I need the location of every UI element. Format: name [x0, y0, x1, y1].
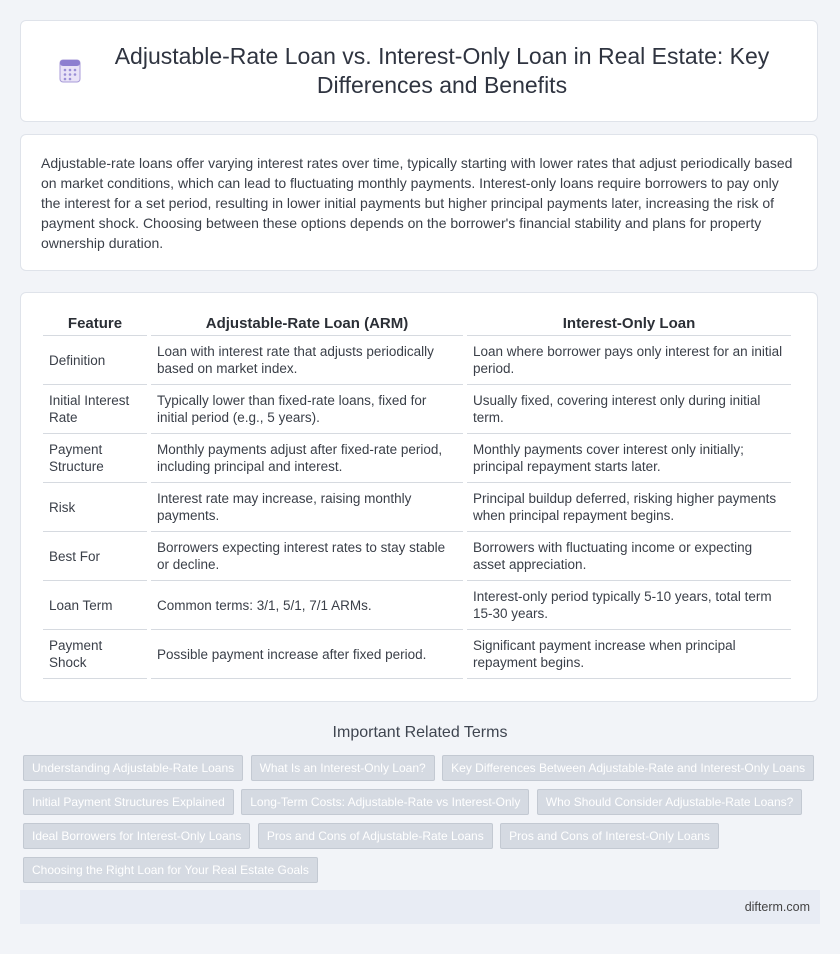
table-row [43, 385, 791, 434]
footer [20, 890, 820, 924]
document-icon [57, 58, 83, 84]
feature-cell: Payment Structure [43, 434, 147, 483]
interest-only-cell: Significant payment increase when principal repayment begins. [467, 630, 791, 679]
table-row [43, 532, 791, 581]
related-terms-list [23, 755, 823, 891]
intro-text: Adjustable-rate loans offer varying interest rates over time, typically starting with lower rates that adjust periodically based on market conditions, which can lead to fluctuating monthly payments. Interest-only loans require borrowers to pay only the interest for a set period, resulting in lower initial payments but higher principal payments later, increasing the risk of payment shock. Choosing between these options depends on the borrower's financial stability and plans for property ownership duration. [41, 155, 793, 251]
related-term-tag[interactable]: Pros and Cons of Adjustable-Rate Loans [258, 823, 493, 849]
comparison-table [39, 309, 795, 679]
arm-cell: Monthly payments adjust after fixed-rate period, including principal and interest. [151, 434, 463, 483]
arm-cell: Common terms: 3/1, 5/1, 7/1 ARMs. [151, 581, 463, 630]
related-term-tag[interactable]: Key Differences Between Adjustable-Rate and Interest-Only Loans [442, 755, 814, 781]
interest-only-cell: Borrowers with fluctuating income or expecting asset appreciation. [467, 532, 791, 581]
related-term-tag[interactable]: Who Should Consider Adjustable-Rate Loans? [537, 789, 803, 815]
interest-only-cell: Usually fixed, covering interest only during initial term. [467, 385, 791, 434]
interest-only-cell: Interest-only period typically 5-10 years, total term 15-30 years. [467, 581, 791, 630]
feature-cell: Definition [43, 336, 147, 385]
comparison-table-card [20, 292, 818, 702]
feature-cell: Initial Interest Rate [43, 385, 147, 434]
feature-cell: Risk [43, 483, 147, 532]
table-row [43, 581, 791, 630]
column-header-feature: Feature [43, 309, 147, 336]
related-terms-heading: Important Related Terms [332, 724, 508, 741]
footer-site-link[interactable]: difterm.com [744, 900, 810, 914]
related-term-tag[interactable]: Ideal Borrowers for Interest-Only Loans [23, 823, 250, 849]
table-row [43, 336, 791, 385]
page-title: Adjustable-Rate Loan vs. Interest-Only Loan in Real Estate: Key Differences and Benefits [114, 43, 770, 98]
related-term-tag[interactable]: Understanding Adjustable-Rate Loans [23, 755, 243, 781]
interest-only-cell: Loan where borrower pays only interest for an initial period. [467, 336, 791, 385]
interest-only-cell: Principal buildup deferred, risking higher payments when principal repayment begins. [467, 483, 791, 532]
arm-cell: Borrowers expecting interest rates to stay stable or decline. [151, 532, 463, 581]
arm-cell: Possible payment increase after fixed period. [151, 630, 463, 679]
title-card [20, 20, 818, 122]
column-header-arm: Adjustable-Rate Loan (ARM) [151, 309, 463, 336]
related-term-tag[interactable]: What Is an Interest-Only Loan? [251, 755, 435, 781]
related-term-tag[interactable]: Pros and Cons of Interest-Only Loans [500, 823, 719, 849]
intro-card [20, 134, 818, 271]
table-row [43, 434, 791, 483]
table-row [43, 630, 791, 679]
interest-only-cell: Monthly payments cover interest only initially; principal repayment starts later. [467, 434, 791, 483]
related-term-tag[interactable]: Choosing the Right Loan for Your Real Estate Goals [23, 857, 318, 883]
arm-cell: Loan with interest rate that adjusts periodically based on market index. [151, 336, 463, 385]
feature-cell: Best For [43, 532, 147, 581]
arm-cell: Interest rate may increase, raising monthly payments. [151, 483, 463, 532]
arm-cell: Typically lower than fixed-rate loans, fixed for initial period (e.g., 5 years). [151, 385, 463, 434]
table-header-row [43, 309, 791, 336]
column-header-interest-only: Interest-Only Loan [467, 309, 791, 336]
table-row [43, 483, 791, 532]
related-term-tag[interactable]: Initial Payment Structures Explained [23, 789, 234, 815]
related-term-tag[interactable]: Long-Term Costs: Adjustable-Rate vs Interest-Only [241, 789, 529, 815]
feature-cell: Payment Shock [43, 630, 147, 679]
feature-cell: Loan Term [43, 581, 147, 630]
